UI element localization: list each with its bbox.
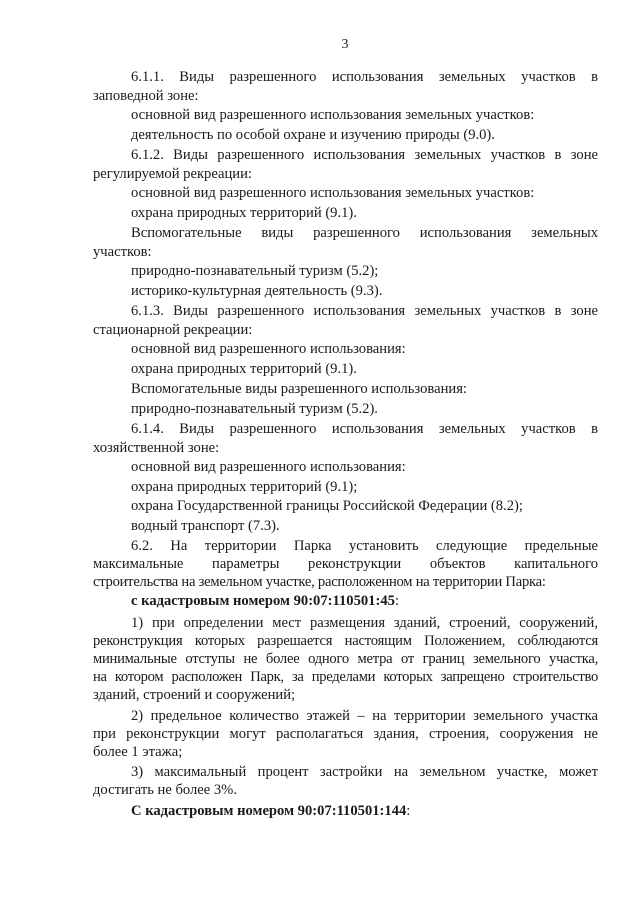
text-line: регулируемой рекреации:: [93, 166, 252, 182]
text-line: основной вид разрешенного использования:: [131, 341, 406, 357]
text-line: историко-культурная деятельность (9.3).: [131, 283, 383, 299]
text-line: достигать не более 3%.: [93, 782, 237, 798]
text-line: охрана природных территорий (9.1).: [131, 361, 357, 377]
text-line: Вспомогательные виды разрешенного использования:: [131, 381, 467, 397]
text-line: охрана природных территорий (9.1);: [131, 479, 358, 495]
text-line: 6.1.1. Виды разрешенного использования земельных участков в: [131, 69, 598, 85]
text-line: 6.1.2. Виды разрешенного использования земельных участков в зоне: [131, 147, 598, 163]
text-line: более 1 этажа;: [93, 744, 183, 760]
text-line: природно-познавательный туризм (5.2);: [131, 263, 379, 279]
text-line: хозяйственной зоне:: [93, 440, 220, 456]
text-line: деятельность по особой охране и изучению природы (9.0).: [131, 127, 495, 143]
text-line: 6.1.3. Виды разрешенного использования земельных участков в зоне: [131, 303, 598, 319]
text-line: 3) максимальный процент застройки на земельном участке, может: [131, 764, 598, 780]
text-line: охрана природных территорий (9.1).: [131, 205, 357, 221]
text-line: стационарной рекреации:: [93, 322, 253, 338]
text-line: водный транспорт (7.3).: [131, 518, 280, 534]
text-line: 6.2. На территории Парка установить следующие предельные: [131, 538, 598, 554]
text-line: при реконструкции могут располагаться здания, строения, сооружения не: [93, 726, 598, 742]
text-line: максимальные параметры реконструкции объектов капитального: [93, 556, 598, 572]
text-line: основной вид разрешенного использования земельных участков:: [131, 185, 535, 201]
text-line: основной вид разрешенного использования:: [131, 459, 406, 475]
text-line: 1) при определении мест размещения зданий, строений, сооружений,: [131, 615, 598, 631]
text-line: реконструкция которых разрешается настоящим Положением, соблюдаются: [93, 633, 598, 649]
page-number: 3: [341, 37, 349, 52]
text-line: охрана Государственной границы Российской Федерации (8.2);: [131, 498, 523, 514]
text-line: строительства на земельном участке, расположенном на территории Парка:: [93, 574, 546, 590]
text-line: 2) предельное количество этажей – на территории земельного участка: [131, 708, 598, 724]
text-line: заповедной зоне:: [93, 88, 199, 104]
text-line: минимальные отступы не более одного метра от границ земельного участка,: [93, 651, 598, 667]
text-line: 6.1.4. Виды разрешенного использования земельных участков в: [131, 421, 598, 437]
text-line: участков:: [93, 244, 152, 260]
text-line: на котором расположен Парк, за пределами которых запрещено строительство: [93, 669, 598, 685]
text-line: основной вид разрешенного использования земельных участков:: [131, 107, 535, 123]
cadastral-number-heading: С кадастровым номером 90:07:110501:144:: [131, 803, 411, 819]
text-line: зданий, строений и сооружений;: [93, 687, 296, 703]
text-line: природно-познавательный туризм (5.2).: [131, 401, 378, 417]
cadastral-number-heading: с кадастровым номером 90:07:110501:45:: [131, 593, 399, 609]
text-line: Вспомогательные виды разрешенного использования земельных: [131, 225, 598, 241]
